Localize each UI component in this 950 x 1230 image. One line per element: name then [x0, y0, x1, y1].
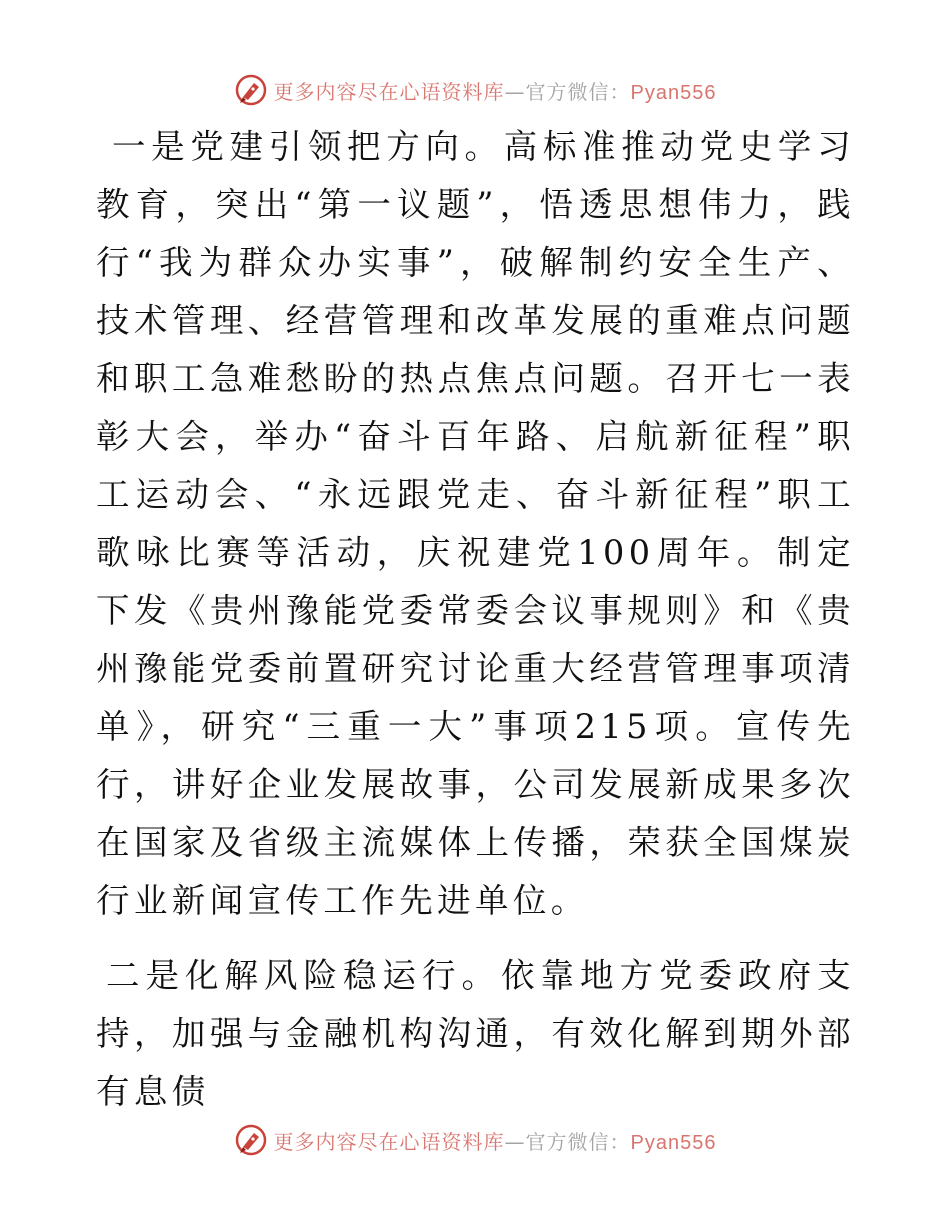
watermark-text: [274, 1126, 717, 1155]
pen-nib-circle-icon: [234, 1123, 268, 1157]
watermark-separator: —: [504, 79, 526, 104]
watermark-wechat-id: Pyan556: [630, 81, 717, 104]
document-body: [0, 118, 950, 1121]
watermark-separator: —: [504, 1129, 526, 1154]
footer-watermark: [0, 1120, 950, 1160]
watermark-text: [274, 76, 717, 105]
paragraph-party-building: 一是党建引领把方向。高标准推动党史学习教育，突出“第一议题”，悟透思想伟力，践行“我为群众办实事”，破解制约安全生产、技术管理、经营管理和改革发展的重难点问题和职工急难愁盼的热点焦点问题。召开七一表彰大会，举办“奋斗百年路、启航新征程”职工运动会、“永远跟党走、奋斗新征程”职工歌咏比赛等活动，庆祝建党100周年。制定下发《贵州豫能党委常委会议事规则》和《贵州豫能党委前置研究讨论重大经营管理事项清单》，研究“三重一大”事项215项。宣传先行，讲好企业发展故事，公司发展新成果多次在国家及省级主流媒体上传播，荣获全国煤炭行业新闻宣传工作先进单位。: [96, 127, 855, 920]
watermark-label: 官方微信：: [525, 79, 631, 104]
watermark-label: 官方微信：: [525, 1129, 631, 1154]
paragraph-risk-resolution: 二是化解风险稳运行。依靠地方党委政府支持，加强与金融机构沟通，有效化解到期外部有息债: [96, 956, 855, 1111]
pen-nib-circle-icon: [234, 73, 268, 107]
watermark-brand: 更多内容尽在心语资料库: [273, 1129, 505, 1154]
watermark-wechat-id: Pyan556: [630, 1131, 717, 1154]
header-watermark: [0, 70, 950, 110]
watermark-brand: 更多内容尽在心语资料库: [273, 79, 505, 104]
